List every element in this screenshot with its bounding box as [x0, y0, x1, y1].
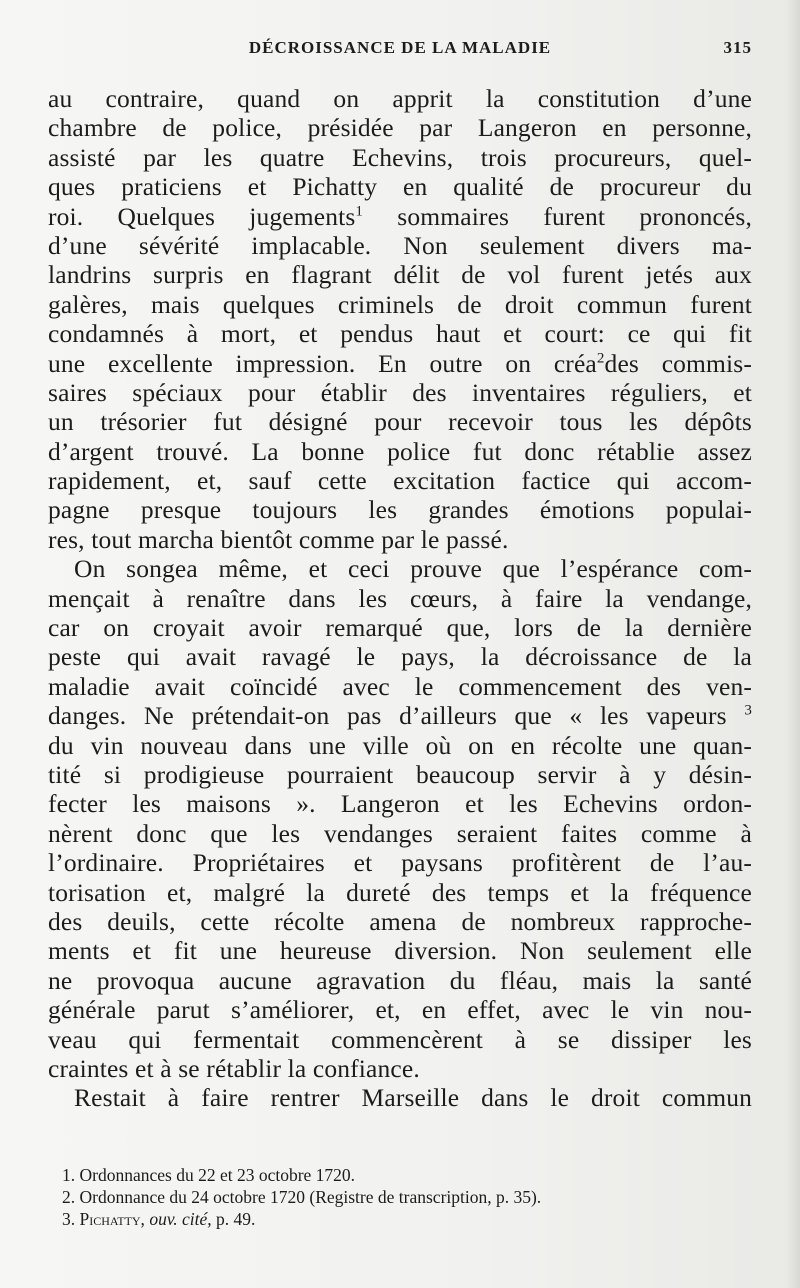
text-line: maladie avait coïncidé avec le commencement des ven-: [48, 671, 752, 701]
footnote-marker: 1: [355, 203, 364, 220]
text-line: galères, mais quelques criminels de droit commun furent: [48, 289, 752, 319]
text-line: fecter les maisons ». Langeron et les Echevins ordon-: [48, 789, 752, 819]
text-fragment: une excellente impression. En outre on créa: [48, 348, 597, 378]
text-line: l’ordinaire. Propriétaires et paysans profitèrent de l’au-: [48, 848, 752, 878]
text-line: nèrent donc que les vendanges seraient faites comme à: [48, 818, 752, 848]
body-text: [48, 84, 752, 1113]
footnote-page: p. 49.: [216, 1209, 256, 1229]
text-line: un trésorier fut désigné pour recevoir tous les dépôts: [48, 407, 752, 437]
footnote-marker: 2: [596, 350, 605, 367]
text-line: générale parut s’améliorer, et, en effet, avec le vin nou-: [48, 995, 752, 1025]
text-line: du vin nouveau dans une ville où on en récolte une quan-: [48, 730, 752, 760]
paragraph-first-line: Restait à faire rentrer Marseille dans le droit commun: [74, 1083, 752, 1113]
text-line: ques praticiens et Pichatty en qualité de procureur du: [48, 172, 752, 202]
text-fragment: roi. Quelques jugements: [48, 201, 356, 231]
footnote-number: 3.: [62, 1209, 76, 1229]
page-number: 315: [723, 38, 752, 57]
footnote-1: 1. Ordonnances du 22 et 23 octobre 1720.: [62, 1165, 356, 1185]
text-fragment: des commis-: [604, 348, 752, 378]
footnote-2: 2. Ordonnance du 24 octobre 1720 (Registre de transcription, p. 35).: [62, 1187, 542, 1207]
text-line: d’une sévérité implacable. Non seulement divers ma-: [48, 230, 752, 260]
text-line: pagne presque toujours les grandes émotions populai-: [48, 495, 752, 525]
text-line: landrins surpris en flagrant délit de vol furent jetés aux: [48, 260, 752, 290]
footnote-marker: 3: [744, 702, 752, 719]
footnote-3: [62, 1208, 762, 1230]
text-line: au contraire, quand on apprit la constitution d’une: [48, 84, 752, 113]
footnotes: [62, 1164, 762, 1230]
running-header: [48, 38, 752, 62]
text-line: chambre de police, présidée par Langeron en personne,: [48, 113, 752, 143]
text-line: tité si prodigieuse pourraient beaucoup servir à y désin-: [48, 759, 752, 789]
paragraph-first-line: On songea même, et ceci prouve que l’espérance com-: [74, 554, 752, 584]
text-line: des deuils, cette récolte amena de nombreux rapproche-: [48, 906, 752, 936]
text-line: mençait à renaître dans les cœurs, à faire la vendange,: [48, 583, 752, 613]
text-line: ments et fit une heureuse diversion. Non seulement elle: [48, 936, 752, 966]
text-line: car on croyait avoir remarqué que, lors de la dernière: [48, 613, 752, 643]
text-line: rapidement, et, sauf cette excitation factice qui accom-: [48, 466, 752, 496]
footnote-work: ouv. cité,: [149, 1209, 212, 1229]
text-line: [48, 349, 752, 378]
text-line: [48, 202, 752, 231]
text-line: saires spéciaux pour établir des inventaires réguliers, et: [48, 377, 752, 407]
text-line: craintes et à se rétablir la confiance.: [48, 1053, 420, 1083]
text-line: assisté par les quatre Echevins, trois procureurs, quel-: [48, 142, 752, 172]
text-line: [48, 701, 752, 730]
text-line: ne provoqua aucune agravation du fléau, mais la santé: [48, 965, 752, 995]
text-line: peste qui avait ravagé le pays, la décroissance de la: [48, 642, 752, 672]
running-title: DÉCROISSANCE DE LA MALADIE: [248, 38, 552, 57]
text-line: d’argent trouvé. La bonne police fut donc rétablie assez: [48, 436, 752, 466]
page-gutter-shadow: [786, 0, 800, 1288]
text-fragment: danges. Ne prétendait-on pas d’ailleurs que « les vapeurs: [48, 701, 727, 731]
text-line: torisation et, malgré la dureté des temps et la fréquence: [48, 877, 752, 907]
text-fragment: sommaires furent prononcés,: [397, 201, 752, 231]
text-line: res, tout marcha bientôt comme par le passé.: [48, 524, 509, 554]
footnote-author: Pichatty,: [79, 1209, 145, 1229]
text-line: veau qui fermentait commencèrent à se dissiper les: [48, 1024, 752, 1054]
text-line: condamnés à mort, et pendus haut et court: ce qui fit: [48, 319, 752, 349]
